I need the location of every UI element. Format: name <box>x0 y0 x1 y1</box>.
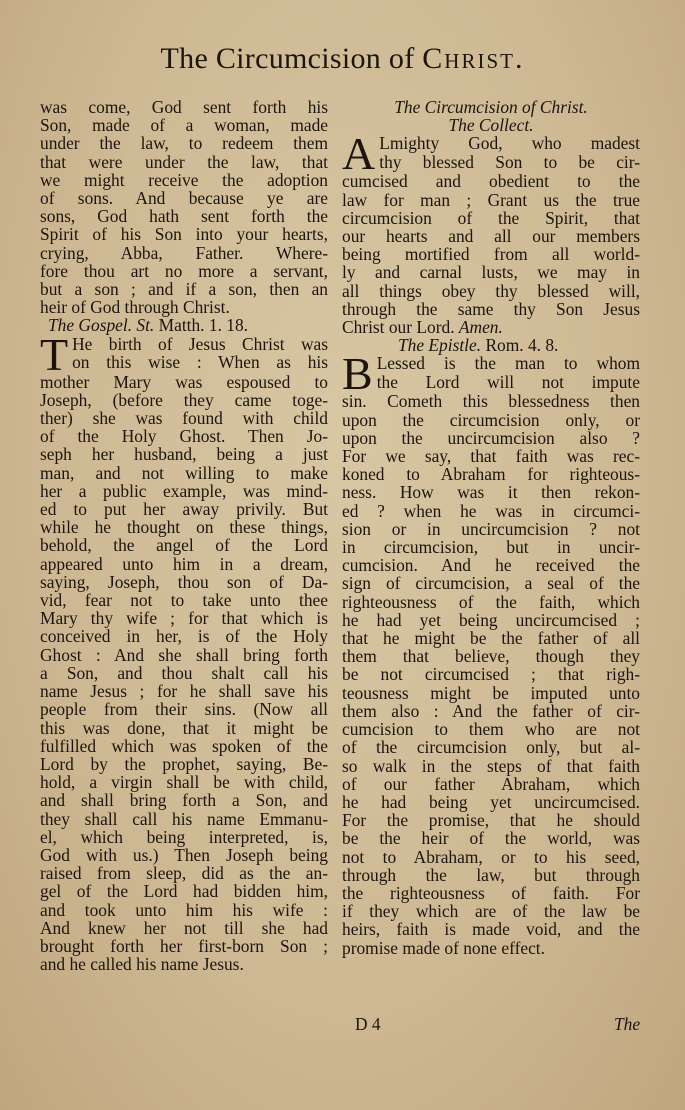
collect-end: Christ our Lord. <box>342 317 455 338</box>
text-line: koned to Abraham for righteous- <box>342 464 640 485</box>
text-line: in circumcision, but in uncir- <box>342 537 640 558</box>
text-line: if they which are of the law be <box>342 901 640 922</box>
text-line: we might receive the adoption <box>40 169 328 190</box>
text-line: and shall bring forth a Son, and <box>40 790 328 811</box>
text-line: hold, a virgin shall be with child, <box>40 772 328 793</box>
amen: Amen. <box>458 317 503 338</box>
text-line: them also : And the father of cir- <box>342 700 640 721</box>
text-line: Lord by the prophet, saying, Be- <box>40 753 328 774</box>
text-line: of sons. And because ye are <box>40 188 328 209</box>
text-line: fore thou art no more a servant, <box>40 260 328 281</box>
text-line: cumcised and obedient to the <box>342 171 640 192</box>
epistle-reference: Rom. 4. 8. <box>485 335 559 356</box>
text-line: ed ? when he was in circumci- <box>342 500 640 521</box>
text-line: he had yet being uncircumcised ; <box>342 609 640 630</box>
collect-drop-cap: A <box>342 128 376 180</box>
text-line: righteousness of the faith, which <box>342 591 640 612</box>
text-line: of the circumcision only, but al- <box>342 737 640 758</box>
text-line: he had being yet uncircumcised. <box>342 791 640 812</box>
epistle-text <box>342 348 640 958</box>
text-line: Ghost : And she shall bring forth <box>40 644 328 665</box>
text-line: and took unto him his wife : <box>40 899 328 920</box>
text-line: raised from sleep, did as the an- <box>40 863 328 884</box>
text-line: promise made of none effect. <box>342 937 545 958</box>
gospel-heading-label: The Gospel. St. <box>48 315 155 336</box>
text-line: Mary thy wife ; for that which is <box>40 608 328 629</box>
text-line: through the law, but through <box>342 864 640 885</box>
text-line: the Lord will not impute <box>376 371 640 392</box>
text-line: this was done, that it might be <box>40 717 328 738</box>
gospel-drop-cap: T <box>40 328 69 380</box>
text-line: heir of God through Christ. <box>40 297 230 318</box>
text-line: conceived in her, is of the Holy <box>40 626 328 647</box>
text-line: be the heir of the world, was <box>342 828 640 849</box>
text-line: sion or in uncircumcision ? not <box>342 518 640 539</box>
text-line: Spirit of his Son into your hearts, <box>40 224 328 245</box>
text-line: seph her husband, being a just <box>40 444 328 465</box>
text-line: crying, Abba, Father. Where- <box>40 242 328 263</box>
section-heading: The Circumcision of Christ. <box>394 97 588 117</box>
text-line: For we say, that faith was rec- <box>342 446 640 467</box>
epistle-drop-cap: B <box>342 348 373 400</box>
text-line: be not circumcised ; that righ- <box>342 664 640 685</box>
collect-heading: The Collect. <box>448 115 534 136</box>
text-line: so walk in the steps of that faith <box>342 755 640 776</box>
text-line: that he might be the father of all <box>342 628 640 649</box>
text-line: the righteousness of faith. For <box>342 882 640 903</box>
left-column <box>40 98 328 973</box>
text-line: thy blessed Son to be cir- <box>379 151 640 172</box>
text-line: that were under the law, that <box>40 151 328 172</box>
text-line: her a public example, was mind- <box>40 480 328 501</box>
text-line: our hearts and all our members <box>342 226 640 247</box>
text-line: sons, God hath sent forth the <box>40 206 328 227</box>
epistle-heading-label: The Epistle. <box>398 335 482 356</box>
text-line: sin. Cometh this blessedness then <box>342 391 640 412</box>
text-line: God with us.) Then Joseph being <box>40 844 328 865</box>
text-line: under the law, to redeem them <box>40 133 328 154</box>
text-line: Joseph, (before they came toge- <box>40 389 328 410</box>
text-line: ed to put her away privily. But <box>40 499 328 520</box>
text-line: name Jesus ; for he shall save his <box>40 681 328 702</box>
text-line: ther) she was found with child <box>40 408 328 429</box>
collect-end-line <box>342 318 640 336</box>
text-line: Son, made of a woman, made <box>40 115 328 136</box>
text-line: behold, the angel of the Lord <box>40 535 328 556</box>
text-line: all things obey thy blessed will, <box>342 280 640 301</box>
epistle-continuation <box>40 98 328 316</box>
gospel-heading <box>40 316 328 334</box>
text-line: was come, God sent forth his <box>40 97 328 117</box>
text-line: saying, Joseph, thou son of Da- <box>40 571 328 592</box>
text-line: el, which being interpreted, is, <box>40 826 328 847</box>
text-line: of our father Abraham, which <box>342 773 640 794</box>
page-title <box>0 44 685 74</box>
right-column <box>342 98 640 957</box>
text-line: vid, fear not to take unto thee <box>40 590 328 611</box>
text-line: He birth of Jesus Christ was <box>72 333 328 354</box>
gospel-reference: Matth. 1. 18. <box>158 315 249 336</box>
text-line: brought forth her first-born Son ; <box>40 935 328 956</box>
text-line: gel of the Lord had bidden him, <box>40 881 328 902</box>
text-line: And knew her not till she had <box>40 917 328 938</box>
text-line: of the Holy Ghost. Then Jo- <box>40 426 328 447</box>
title-main: The Circumcision of <box>160 42 423 75</box>
text-line: appeared unto him in a dream, <box>40 553 328 574</box>
text-line: and he called his name Jesus. <box>40 954 244 975</box>
text-line: Lmighty God, who madest <box>379 133 640 154</box>
collect-text <box>342 128 640 338</box>
text-line: ly and carnal lusts, we may in <box>342 262 640 283</box>
catchword: The <box>614 1014 641 1034</box>
epistle-heading <box>342 336 640 354</box>
text-line: law for man ; Grant us the true <box>342 189 640 210</box>
signature-mark: D 4 <box>355 1014 381 1034</box>
text-line: people from their sins. (Now all <box>40 699 328 720</box>
gospel-text <box>40 328 328 975</box>
text-line: For the promise, that he should <box>342 810 640 831</box>
text-line: sign of circumcision, a seal of the <box>342 573 640 594</box>
title-caps: Christ. <box>422 42 525 75</box>
text-line: on this wise : When as his <box>72 351 328 372</box>
text-line: upon the uncircumcision also ? <box>342 427 640 448</box>
text-line: teousness might be imputed unto <box>342 682 640 703</box>
text-line: but a son ; and if a son, then an <box>40 279 328 300</box>
text-line: not to Abraham, or to his seed, <box>342 846 640 867</box>
text-line: circumcision of the Spirit, that <box>342 207 640 228</box>
text-line: Lessed is the man to whom <box>376 353 640 374</box>
text-line: upon the circumcision only, or <box>342 409 640 430</box>
text-line: a Son, and thou shalt call his <box>40 662 328 683</box>
text-line: man, and not willing to make <box>40 462 328 483</box>
text-line: fulfilled which was spoken of the <box>40 735 328 756</box>
text-line: ness. How was it then rekon- <box>342 482 640 503</box>
text-line: they shall call his name Emmanu- <box>40 808 328 829</box>
text-line: mother Mary was espoused to <box>40 371 328 392</box>
text-line: being mortified from all world- <box>342 244 640 265</box>
text-line: cumcision. And he received the <box>342 555 640 576</box>
text-line: through the same thy Son Jesus <box>342 298 640 319</box>
text-line: them that believe, though they <box>342 646 640 667</box>
text-line: while he thought on these things, <box>40 517 328 538</box>
text-line: cumcision to them who are not <box>342 719 640 740</box>
text-line: heirs, faith is made void, and the <box>342 919 640 940</box>
